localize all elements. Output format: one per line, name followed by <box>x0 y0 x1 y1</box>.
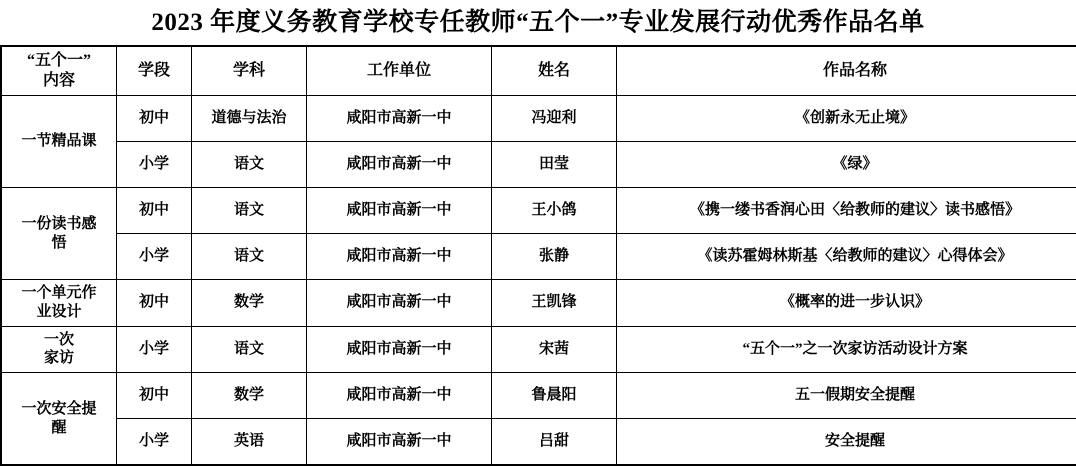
table-row <box>1 419 1076 466</box>
cell-work: 《概率的进一步认识》 <box>617 280 1076 327</box>
group-label-line2: 业设计 <box>5 303 113 322</box>
group-label-cell <box>1 188 117 280</box>
group-label-line2: 醒 <box>5 419 113 438</box>
column-header-name: 姓名 <box>492 46 617 96</box>
cell-unit: 咸阳市高新一中 <box>307 188 492 234</box>
cell-subject: 语文 <box>192 142 307 188</box>
cell-work: “五个一”之一次家访活动设计方案 <box>617 326 1076 373</box>
column-header-content <box>1 46 117 96</box>
table-row <box>1 373 1076 419</box>
table-header-row <box>1 46 1076 96</box>
cell-unit: 咸阳市高新一中 <box>307 373 492 419</box>
cell-unit: 咸阳市高新一中 <box>307 326 492 373</box>
cell-unit: 咸阳市高新一中 <box>307 280 492 327</box>
cell-work: 《读苏霍姆林斯基〈给教师的建议〉心得体会》 <box>617 234 1076 280</box>
cell-unit: 咸阳市高新一中 <box>307 96 492 142</box>
award-list-table <box>0 45 1076 466</box>
cell-work: 《创新永无止境》 <box>617 96 1076 142</box>
column-header-content-line1: “五个一” <box>5 51 113 71</box>
group-label-line2: 悟 <box>5 234 113 253</box>
cell-work: 《携一缕书香润心田〈给教师的建议〉读书感悟》 <box>617 188 1076 234</box>
cell-unit: 咸阳市高新一中 <box>307 142 492 188</box>
cell-stage: 小学 <box>117 326 192 373</box>
page-title: 2023 年度义务教育学校专任教师“五个一”专业发展行动优秀作品名单 <box>0 0 1076 45</box>
table-row <box>1 280 1076 327</box>
group-label-line1: 一个单元作 <box>5 284 113 303</box>
cell-subject: 数学 <box>192 373 307 419</box>
group-label-line1: 一份读书感 <box>5 215 113 234</box>
group-label-line2: 家访 <box>5 349 113 368</box>
table-row <box>1 142 1076 188</box>
cell-stage: 初中 <box>117 373 192 419</box>
group-label-cell: 一节精品课 <box>1 96 117 188</box>
cell-name: 宋茜 <box>492 326 617 373</box>
group-label-cell <box>1 373 117 466</box>
cell-work: 安全提醒 <box>617 419 1076 466</box>
column-header-subject: 学科 <box>192 46 307 96</box>
table-row <box>1 188 1076 234</box>
cell-name: 王凯锋 <box>492 280 617 327</box>
group-label-cell <box>1 280 117 327</box>
table-row <box>1 96 1076 142</box>
cell-name: 张静 <box>492 234 617 280</box>
table-body <box>1 96 1076 466</box>
group-label-cell <box>1 326 117 373</box>
cell-subject: 语文 <box>192 188 307 234</box>
cell-work: 《绿》 <box>617 142 1076 188</box>
cell-subject: 数学 <box>192 280 307 327</box>
cell-name: 王小鸽 <box>492 188 617 234</box>
cell-subject: 英语 <box>192 419 307 466</box>
cell-unit: 咸阳市高新一中 <box>307 234 492 280</box>
cell-work: 五一假期安全提醒 <box>617 373 1076 419</box>
column-header-stage: 学段 <box>117 46 192 96</box>
cell-stage: 小学 <box>117 419 192 466</box>
cell-stage: 初中 <box>117 188 192 234</box>
table-header <box>1 46 1076 96</box>
cell-stage: 小学 <box>117 234 192 280</box>
cell-name: 吕甜 <box>492 419 617 466</box>
cell-subject: 语文 <box>192 326 307 373</box>
cell-name: 冯迎利 <box>492 96 617 142</box>
cell-stage: 小学 <box>117 142 192 188</box>
group-label-line1: 一次 <box>5 331 113 350</box>
group-label-line1: 一次安全提 <box>5 400 113 419</box>
cell-unit: 咸阳市高新一中 <box>307 419 492 466</box>
cell-stage: 初中 <box>117 96 192 142</box>
cell-name: 鲁晨阳 <box>492 373 617 419</box>
table-row <box>1 326 1076 373</box>
column-header-work: 作品名称 <box>617 46 1076 96</box>
cell-name: 田莹 <box>492 142 617 188</box>
column-header-content-line2: 内容 <box>5 71 113 91</box>
column-header-unit: 工作单位 <box>307 46 492 96</box>
cell-stage: 初中 <box>117 280 192 327</box>
cell-subject: 道德与法治 <box>192 96 307 142</box>
cell-subject: 语文 <box>192 234 307 280</box>
table-row <box>1 234 1076 280</box>
